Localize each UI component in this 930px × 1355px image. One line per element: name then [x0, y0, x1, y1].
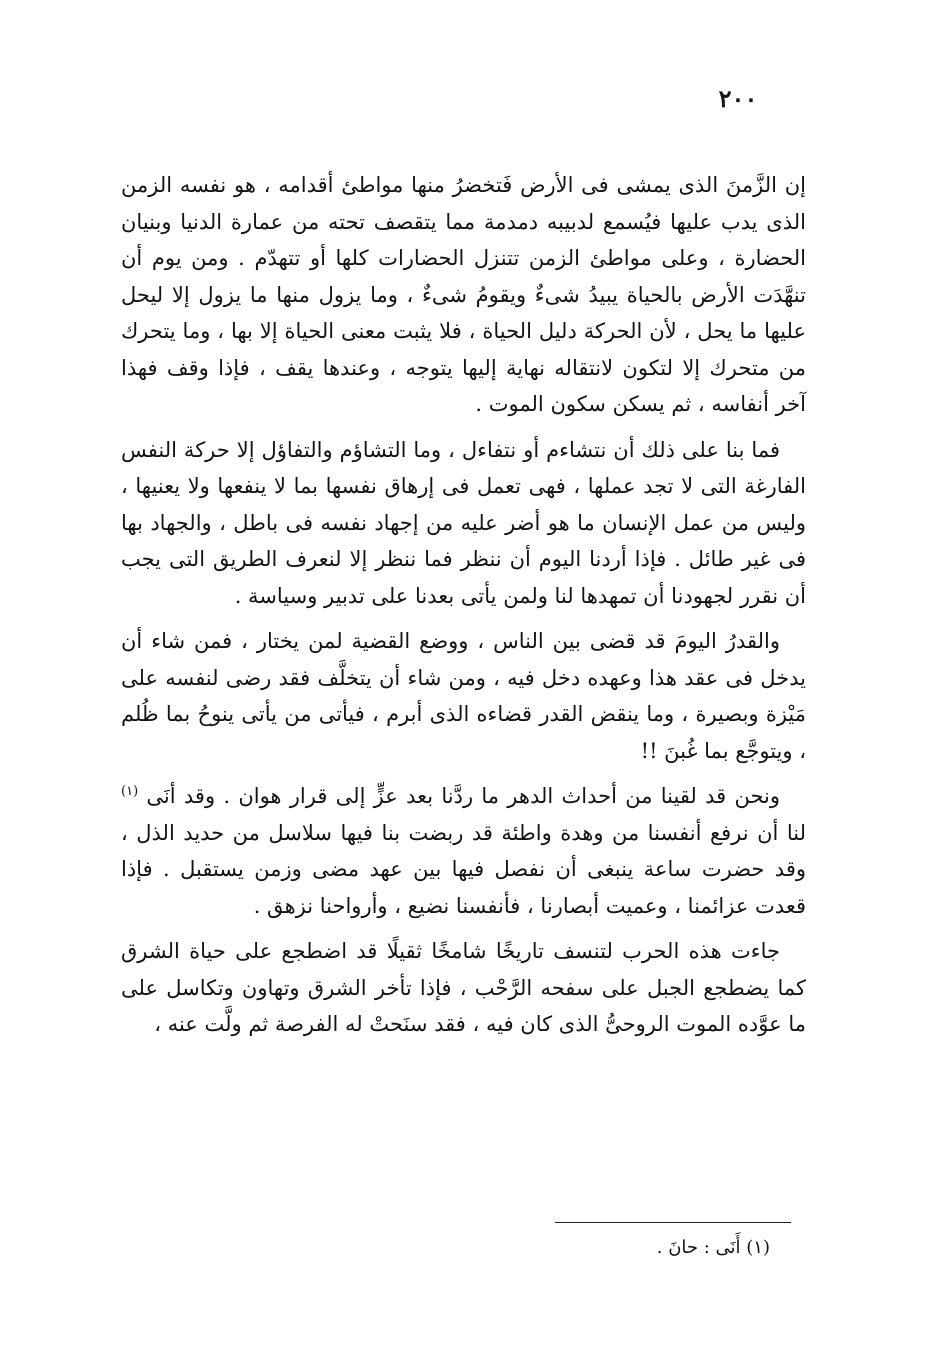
paragraph-1: إن الزَّمنَ الذى يمشى فى الأرض فَتخضرُ منها مواطئ أقدامه ، هو نفسه الزمن الذى يدب عليها فيُسمع لدبيبه دمدمة مما يتقصف تحته من عمارة الدنيا وبنيان الحضارة ، وعلى مواطئ الزمن تتنزل الحضارات كلها أو تتهدّم . ومن يوم أن تنهَّدَت الأرض بالحياة يبيدُ شىءٌ ويقومُ شىءٌ ، وما يزول منها ما يزول إلا ليحل عليها ما يحل ، لأن الحركة دليل الحياة ، فلا يثبت معنى الحياة إلا بها ، وما يتحرك من متحرك إلا لتكون لانتقاله نهاية إليها يتوجه ، وعندها يقف ، فإذا وقف فهذا آخر أنفاسه ، ثم يسكن سكون الموت .	[121, 173, 806, 416]
paragraph-4-continuation: لنا أن نرفع أنفسنا من وهدة واطئة قد ربضت بنا فيها سلاسل من حديد الذل ، وقد حضرت ساعة ينبغى أن نفصل فيها بين عهد مضى وزمن يستقبل . فإذا قعدت عزائمنا ، وعميت أبصارنا ، فأنفسنا نضيع ، وأرواحنا نزهق .	[121, 820, 806, 918]
footnote-marker: (١)	[121, 784, 139, 799]
footnote-divider	[555, 1222, 791, 1223]
paragraph-5: جاءت هذه الحرب لتنسف تاريخًا شامخًا ثقيلًا قد اضطجع على حياة الشرق كما يضطجع الجبل على سفحه الرَّحْب ، فإذا تأخر الشرق وتهاون وتكاسل على ما عوَّده الموت الروحىُّ الذى كان فيه ، فقد سنَحتْ له الفرصة ثم ولَّت عنه ،	[121, 939, 806, 1036]
paragraph-3: والقدرُ اليومَ قد قضى بين الناس ، ووضع القضية لمن يختار ، فمن شاء أن يدخل فى عقد هذا وعهده دخل فيه ، ومن شاء أن يتخلَّف فقد رضى لنفسه على مَيْزة وبصيرة ، وما ينقض القدر قضاءه الذى أبرم ، فيأتى من يأتى ينوحُ بما ظُلم ، ويتوجَّع بما غُبنَ !!	[121, 629, 806, 763]
footnote: (١) أَنَى : حانَ .	[656, 1237, 770, 1258]
paragraph-2: فما بنا على ذلك أن نتشاءم أو نتفاءل ، وما التشاؤم والتفاؤل إلا حركة النفس الفارغة التى لا تجد عملها ، فهى تعمل فى إرهاق نفسها بما لا ينفعها ولا يعنيها ، وليس من عمل الإنسان ما هو أضر عليه من إجهاد نفسه فى باطل ، والجهاد بها فى غير طائل . فإذا أردنا اليوم أن ننظر فما ننظر إلا لنعرف الطريق التى يجب أن نقرر لجهودنا أن تمهدها لنا ولمن يأتى بعدنا على تدبير وسياسة .	[121, 437, 806, 608]
paragraph-4-text: ونحن قد لقينا من أحداث الدهر ما ردَّنا بعد عزٍّ إلى قرار هوان . وقد أنَى	[146, 784, 780, 808]
page-number: ٢٠٠	[718, 84, 758, 113]
body-text	[121, 167, 806, 1043]
paragraph-4	[121, 778, 806, 924]
